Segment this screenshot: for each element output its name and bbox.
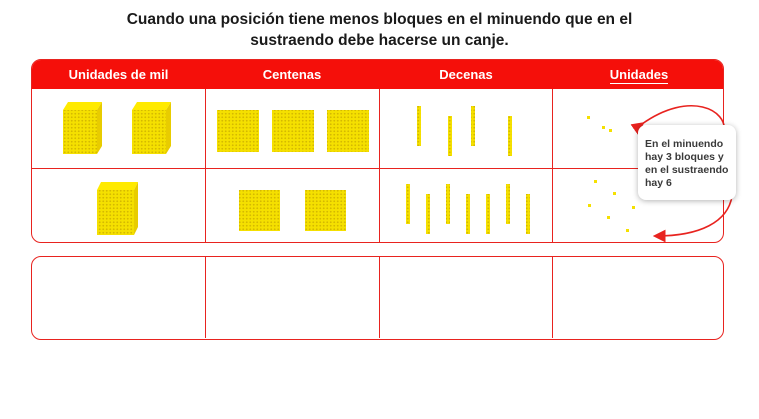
callout-line-2: hay 3 bloques y [645, 151, 724, 163]
arrow-to-sustraendo-icon [656, 196, 732, 236]
header-unidades-label: Unidades [609, 67, 669, 82]
ten-rod [486, 194, 490, 234]
unit-cube [626, 229, 629, 232]
thousand-cube [132, 102, 171, 154]
unit-cube [613, 192, 616, 195]
ten-rod [466, 194, 470, 234]
unit-cube [587, 116, 590, 119]
callout-line-3: en el sustraendo [645, 164, 729, 176]
ten-rod [417, 106, 421, 146]
explanation-callout [638, 125, 736, 200]
ten-rod [471, 106, 475, 146]
thousand-cube [63, 102, 102, 154]
ten-rod [446, 184, 450, 224]
instruction-title-line-1: Cuando una posición tiene menos bloques en el minuendo que en el [126, 11, 633, 28]
ten-rod [426, 194, 430, 234]
ten-rod [508, 116, 512, 156]
thousand-cube [97, 182, 138, 235]
hundred-flat [217, 110, 259, 152]
hundred-flat [272, 110, 314, 152]
header-unidades-de-mil: Unidades de mil [68, 67, 169, 82]
unit-cube [594, 180, 597, 183]
ten-rod [526, 194, 530, 234]
callout-line-4: hay 6 [645, 177, 672, 189]
callout-line-1: En el minuendo [645, 138, 724, 150]
unit-cube [607, 216, 610, 219]
hundred-flat [327, 110, 369, 152]
ten-rod [448, 116, 452, 156]
header-centenas: Centenas [262, 67, 322, 82]
ten-rod [506, 184, 510, 224]
instruction-title-line-2: sustraendo debe hacerse un canje. [250, 32, 509, 49]
unit-cube [602, 126, 605, 129]
unit-cube [588, 204, 591, 207]
hundred-flat [305, 190, 346, 231]
hundred-flat [239, 190, 280, 231]
ten-rod [406, 184, 410, 224]
header-decenas: Decenas [439, 67, 493, 82]
unit-cube [609, 129, 612, 132]
unit-cube [632, 206, 635, 209]
